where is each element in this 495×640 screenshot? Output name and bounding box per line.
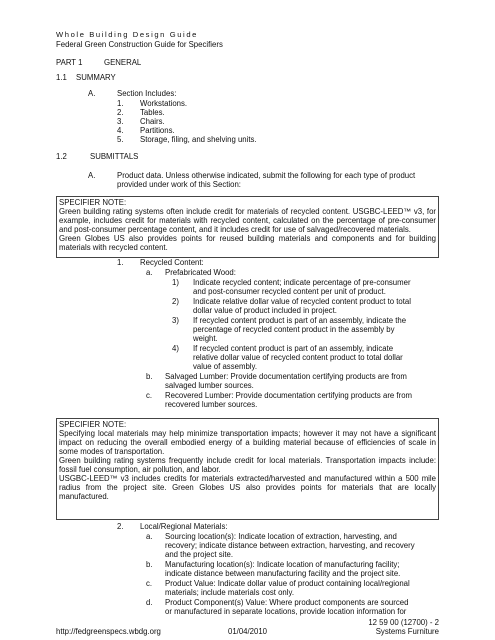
specifier-note-text: Specifying local materials may help minimize transportation impacts; however it may not have a significant impact on reducing the overall embodied energy of a building material because of efficiencies of scale in some modes of transportation. <box>59 429 436 456</box>
sub-sub-text: weight. <box>193 334 218 343</box>
sub-item-letter: a. <box>146 532 153 541</box>
guide-subtitle: Federal Green Construction Guide for Specifiers <box>56 40 223 49</box>
sub-item: materials; include materials cost only. <box>165 588 294 597</box>
sub-sub-text: Indicate relative dollar value of recycled content product to total <box>193 297 412 306</box>
section-number: 1.1 <box>56 73 67 82</box>
guide-title: Whole Building Design Guide <box>56 30 198 39</box>
paragraph-text: provided under work of this Section: <box>117 180 241 189</box>
footer-date: 01/04/2010 <box>228 627 268 636</box>
list-item-number: 2. <box>117 522 124 531</box>
sub-item: recovery; indicate distance between extraction, harvesting, and recovery <box>165 541 415 550</box>
sub-item: salvaged lumber sources. <box>165 381 254 390</box>
list-item-number: 2. <box>117 108 124 117</box>
list-item: Recycled Content: <box>140 258 204 267</box>
specifier-note-text: Green Globes US also provides points for reused building materials and components and for building materials with recycled content. <box>59 234 436 252</box>
sub-item: indicate distance between manufacturing facility and the project site. <box>165 569 401 578</box>
paragraph-letter: A. <box>88 89 96 98</box>
sub-item: Prefabricated Wood: <box>165 268 236 277</box>
specifier-note-label: SPECIFIER NOTE: <box>59 198 127 207</box>
sub-sub-number: 2) <box>172 297 179 306</box>
list-item: Chairs. <box>140 117 165 126</box>
sub-sub-text: value of assembly. <box>193 362 257 371</box>
specifier-note-text: Green building rating systems frequently include credit for local materials. Transportation impacts include: fossil fuel consumption, air pollution, and labor. <box>59 456 436 474</box>
specifier-note-text: Green building rating systems often include credit for materials of recycled content. USGBC-LEED™ v3, for example, includes credit for materials with recycled content, calculated on the percentage of pre-consumer and post-consumer percentage content, and it includes credit for use of salvaged/recovered materials. <box>59 207 436 234</box>
paragraph-letter: A. <box>88 171 96 180</box>
sub-item: Product Component(s) Value: Where product components are sourced <box>165 598 409 607</box>
specifier-note-box <box>56 418 439 520</box>
list-item-number: 4. <box>117 126 124 135</box>
section-title: SUBMITTALS <box>90 152 139 161</box>
sub-item-letter: b. <box>146 372 153 381</box>
sub-item-letter: d. <box>146 598 153 607</box>
specifier-note-text: USGBC-LEED™ v3 includes credits for materials extracted/harvested and manufactured within a 500 mile radius from the project site. Green Globes US also provides points for materials that are locally manufactured. <box>59 474 436 501</box>
sub-item-letter: a. <box>146 268 153 277</box>
list-item: Workstations. <box>140 99 188 108</box>
list-item: Tables. <box>140 108 165 117</box>
sub-sub-text: If recycled content product is part of an assembly, indicate the <box>193 316 407 325</box>
sub-sub-number: 1) <box>172 278 179 287</box>
sub-item: or manufactured in separate locations, provide location information for <box>165 607 407 616</box>
sub-item: Manufacturing location(s): Indicate location of manufacturing facility; <box>165 560 400 569</box>
section-title: SUMMARY <box>76 73 116 82</box>
sub-item-letter: c. <box>146 579 153 588</box>
list-item-number: 3. <box>117 117 124 126</box>
list-item: Storage, filing, and shelving units. <box>140 135 257 144</box>
footer-section-code: 12 59 00 (12700) - 2 <box>368 618 439 627</box>
sub-sub-text: percentage of recycled content product in the assembly by <box>193 325 395 334</box>
sub-item-letter: c. <box>146 391 153 400</box>
sub-sub-text: Indicate recycled content; indicate percentage of pre-consumer <box>193 278 411 287</box>
sub-item: Salvaged Lumber: Provide documentation certifying products are from <box>165 372 407 381</box>
list-item-number: 5. <box>117 135 124 144</box>
list-item: Partitions. <box>140 126 175 135</box>
sub-item: Sourcing location(s): Indicate location of extraction, harvesting, and <box>165 532 397 541</box>
sub-sub-number: 3) <box>172 316 179 325</box>
sub-sub-text: relative dollar value of recycled content product to total dollar <box>193 353 403 362</box>
part-title: GENERAL <box>104 58 142 67</box>
sub-item: and the project site. <box>165 550 234 559</box>
list-item-number: 1. <box>117 99 124 108</box>
sub-item: Recovered Lumber: Provide documentation certifying products are from <box>165 391 413 400</box>
specifier-note-label: SPECIFIER NOTE: <box>59 420 127 429</box>
sub-sub-text: and post-consumer recycled content per unit of product. <box>193 287 386 296</box>
footer-section-title: Systems Furniture <box>375 627 439 636</box>
part-number: PART 1 <box>56 58 83 67</box>
section-number: 1.2 <box>56 152 67 161</box>
sub-item-letter: b. <box>146 560 153 569</box>
footer-url[interactable]: http://fedgreenspecs.wbdg.org <box>56 627 161 636</box>
sub-item: Product Value: Indicate dollar value of product containing local/regional <box>165 579 410 588</box>
list-item-number: 1. <box>117 258 124 267</box>
paragraph-text: Product data. Unless otherwise indicated, submit the following for each type of product <box>117 171 416 180</box>
sub-sub-number: 4) <box>172 344 179 353</box>
paragraph-text: Section Includes: <box>117 89 177 98</box>
sub-item: recovered lumber sources. <box>165 400 258 409</box>
sub-sub-text: dollar value of product included in project. <box>193 306 337 315</box>
specifier-note-box <box>56 196 439 258</box>
sub-sub-text: If recycled content product is part of an assembly, indicate <box>193 344 394 353</box>
list-item: Local/Regional Materials: <box>140 522 228 531</box>
